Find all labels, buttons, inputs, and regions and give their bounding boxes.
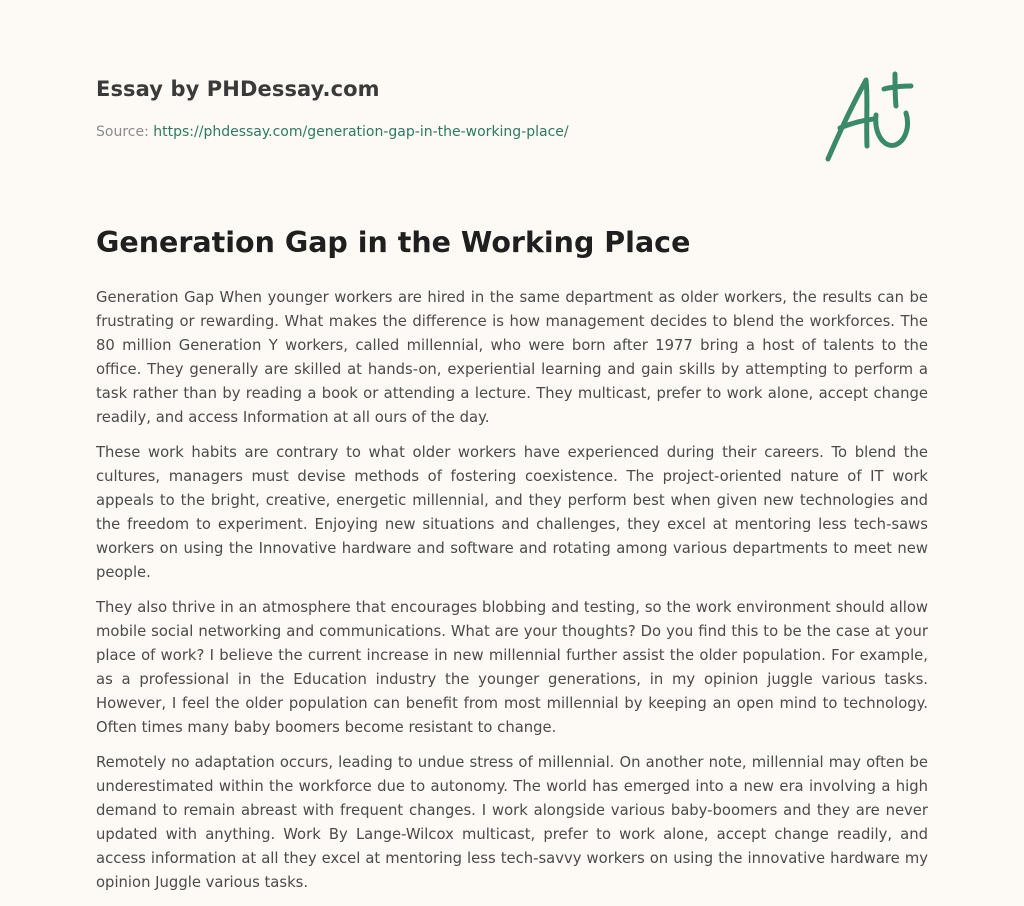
essay-paragraph: Generation Gap When younger workers are hired in the same department as older workers, the results can be frustrating or rewarding. What makes the difference is how management decides to blend the workforces. The 80 million Generation Y workers, called millennial, who were born after 1977 bring a host of talents to the office. They generally are skilled at hands-on, experiential learning and gain skills by attempting to perform a task rather than by reading a book or attending a lecture. They multicast, prefer to work alone, accept change readily, and access Information at all ours of the day.: [96, 289, 928, 426]
site-brand: Essay by PHDessay.com: [96, 77, 380, 101]
essay-paragraph: Remotely no adaptation occurs, leading to undue stress of millennial. On another note, millennial may often be underestimated within the workforce due to autonomy. The world has emerged into a new era involving a high demand to remain abreast with frequent changes. I work alongside various baby-boomers and they are never updated with anything. Work By Lange-Wilcox multicast, prefer to work alone, accept change readily, and access information at all they excel at mentoring less tech-savvy workers on using the innovative hardware my opinion Juggle various tasks.: [96, 754, 928, 891]
essay-paragraph: They also thrive in an atmosphere that encourages blobbing and testing, so the work environment should allow mobile social networking and communications. What are your thoughts? Do you find this to be the case at your place of work? I believe the current increase in new millennial further assist the older population. For example, as a professional in the Education industry the younger generations, in my opinion juggle various tasks. However, I feel the older population can benefit from most millennial by keeping an open mind to technology. Often times many baby boomers become resistant to change.: [96, 599, 928, 736]
source-label: Source:: [96, 124, 149, 140]
essay-paragraph: These work habits are contrary to what older workers have experienced during their careers. To blend the cultures, managers must devise methods of fostering coexistence. The project-oriented nature of IT work appeals to the bright, creative, energetic millennial, and they perform best when given new technologies and the freedom to experiment. Enjoying new situations and challenges, they excel at mentoring less tech-saws workers on using the Innovative hardware and software and rotating among various departments to meet new people.: [96, 444, 928, 581]
a-plus-grade-icon: [822, 66, 928, 166]
source-line: [96, 124, 569, 140]
essay-title: Generation Gap in the Working Place: [96, 226, 691, 259]
essay-body: [96, 286, 928, 906]
source-link[interactable]: https://phdessay.com/generation-gap-in-the-working-place/: [153, 124, 569, 140]
